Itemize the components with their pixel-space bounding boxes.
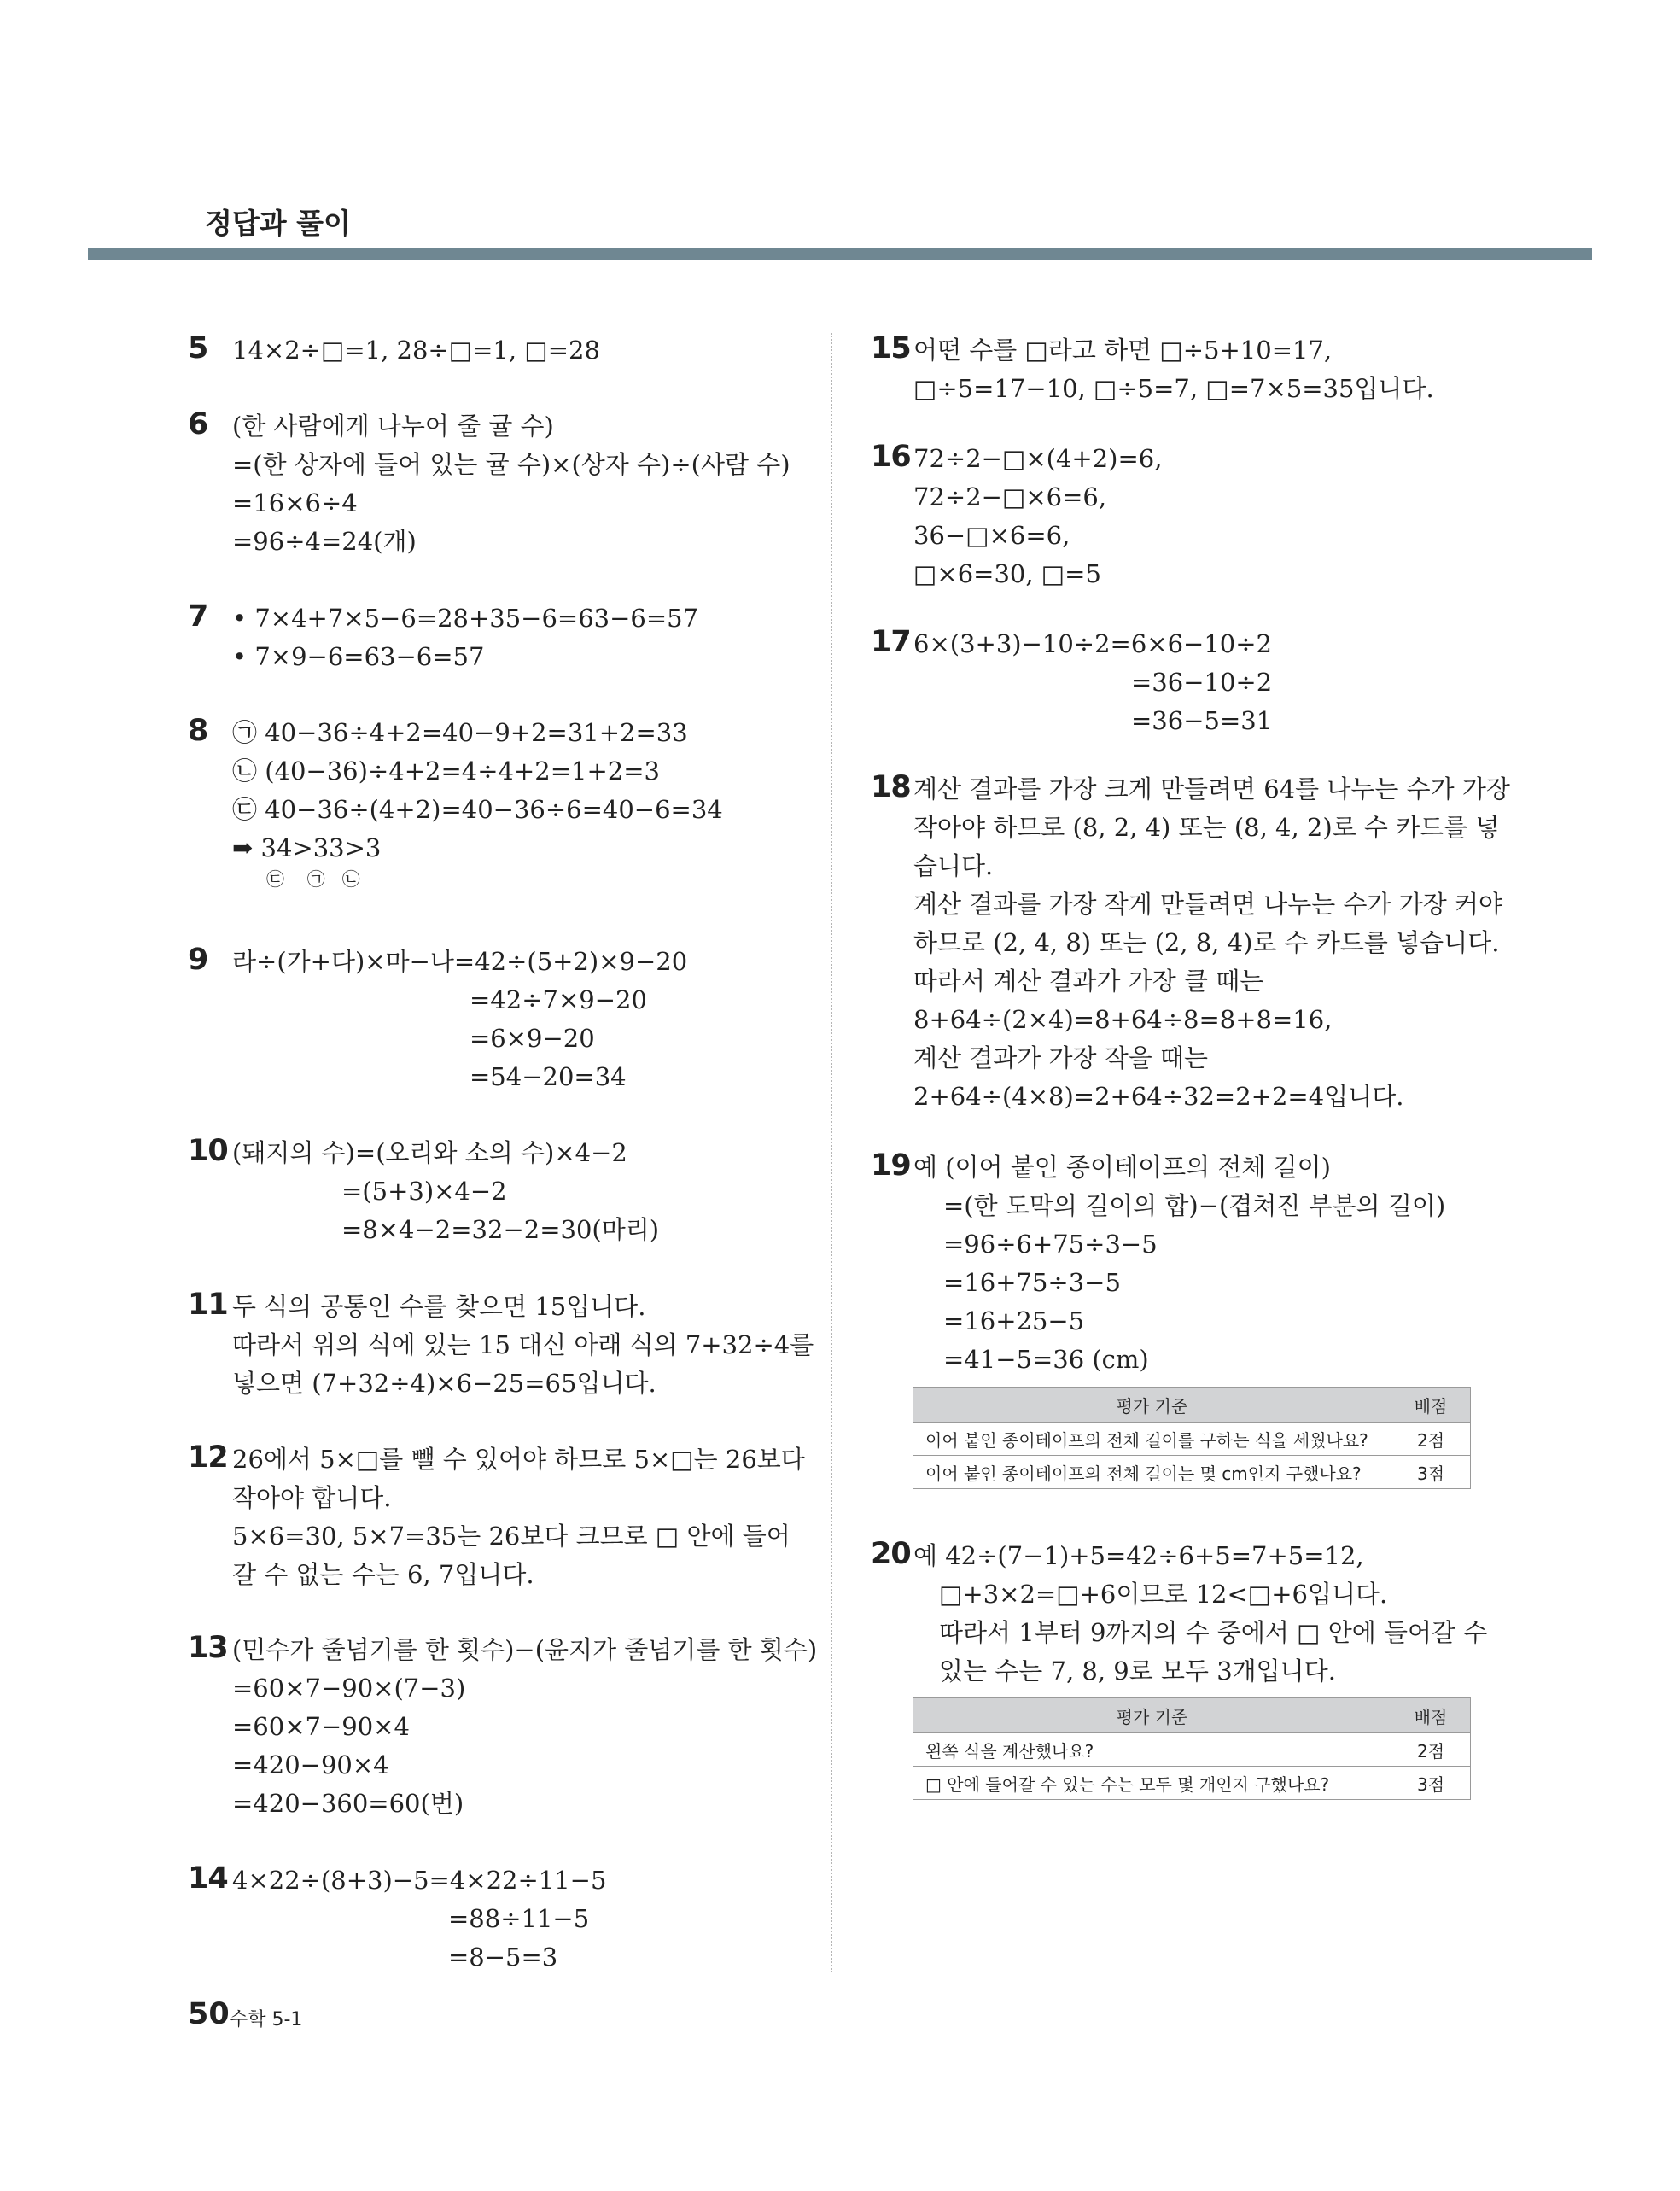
solution-line: 계산 결과를 가장 작게 만들려면 나누는 수가 가장 커야	[913, 890, 1503, 919]
solution-line: =6×9−20	[470, 1024, 595, 1053]
problem-number: 13	[188, 1631, 228, 1665]
problem-number: 11	[188, 1288, 228, 1322]
solution-line: (돼지의 수)=(오리와 소의 수)×4−2	[232, 1138, 627, 1167]
solution-line: =(5+3)×4−2	[341, 1177, 507, 1206]
solution-line: 5×6=30, 5×7=35는 26보다 크므로 □ 안에 들어	[232, 1522, 790, 1551]
solution-line: =420−90×4	[232, 1750, 389, 1779]
problem-number: 10	[188, 1134, 228, 1168]
solution-line: =54−20=34	[470, 1062, 627, 1091]
problem-number: 19	[871, 1148, 911, 1183]
solution-line: • 7×9−6=63−6=57	[232, 642, 485, 671]
problem-number: 15	[871, 331, 911, 365]
page-number: 50	[188, 1997, 230, 2031]
solution-line: =(한 도막의 길이의 합)−(겹쳐진 부분의 길이)	[943, 1191, 1446, 1220]
solution-line: 72÷2−□×6=6,	[913, 482, 1107, 511]
solution-line: 26에서 5×□를 뺄 수 있어야 하므로 5×□는 26보다	[232, 1445, 805, 1474]
criteria-score: 3점	[1391, 1456, 1471, 1489]
solution-line: ㉠ 40−36÷4+2=40−9+2=31+2=33	[232, 718, 688, 747]
comparison-marks: ㉢ ㉠ ㉡	[266, 869, 360, 890]
column-divider	[831, 333, 832, 1972]
solution-line: 계산 결과를 가장 크게 만들려면 64를 나누는 수가 가장	[913, 774, 1510, 803]
solution-line: 따라서 계산 결과가 가장 클 때는	[913, 967, 1264, 996]
solution-line: 따라서 1부터 9까지의 수 중에서 □ 안에 들어갈 수	[939, 1618, 1488, 1647]
solution-line: =96÷4=24(개)	[232, 527, 417, 556]
solution-line: 갈 수 없는 수는 6, 7입니다.	[232, 1560, 534, 1589]
score-header: 배점	[1391, 1698, 1471, 1733]
criteria-score: 3점	[1391, 1767, 1471, 1800]
grading-criteria-table-19	[913, 1387, 1471, 1489]
solution-line: =8×4−2=32−2=30(마리)	[341, 1215, 660, 1244]
grading-criteria-table-20	[913, 1697, 1471, 1800]
solution-line: =36−5=31	[1131, 706, 1273, 735]
solution-line: 6×(3+3)−10÷2=6×6−10÷2	[913, 629, 1272, 658]
solution-line: 어떤 수를 □라고 하면 □÷5+10=17,	[913, 336, 1333, 365]
book-title: 수학 5-1	[230, 2009, 303, 2030]
solution-line: 14×2÷□=1, 28÷□=1, □=28	[232, 336, 600, 365]
solution-line: 계산 결과가 가장 작을 때는	[913, 1043, 1209, 1072]
solution-line: 습니다.	[913, 851, 994, 880]
criteria-score: 2점	[1391, 1423, 1471, 1456]
criteria-item: 이어 붙인 종이테이프의 전체 길이는 몇 cm인지 구했나요?	[913, 1456, 1391, 1489]
solution-line: 예 42÷(7−1)+5=42÷6+5=7+5=12,	[913, 1541, 1364, 1570]
problem-number: 6	[188, 407, 208, 441]
solution-line: 넣으면 (7+32÷4)×6−25=65입니다.	[232, 1369, 656, 1398]
problem-number: 18	[871, 770, 911, 804]
solution-line: 있는 수는 7, 8, 9로 모두 3개입니다.	[939, 1656, 1336, 1686]
problem-number: 8	[188, 714, 208, 748]
solution-line: =60×7−90×(7−3)	[232, 1674, 466, 1703]
criteria-score: 2점	[1391, 1733, 1471, 1767]
solution-line: =420−360=60(번)	[232, 1789, 464, 1818]
solution-line: 하므로 (2, 4, 8) 또는 (2, 8, 4)로 수 카드를 넣습니다.	[913, 928, 1500, 957]
criteria-item: 왼쪽 식을 계산했나요?	[913, 1733, 1391, 1767]
problem-number: 16	[871, 440, 911, 474]
solution-line: =36−10÷2	[1131, 668, 1273, 697]
problem-number: 7	[188, 599, 208, 634]
criteria-header: 평가 기준	[913, 1698, 1391, 1733]
score-header: 배점	[1391, 1388, 1471, 1423]
solution-line: =16×6÷4	[232, 488, 358, 517]
problem-number: 12	[188, 1440, 228, 1475]
problem-number: 9	[188, 943, 208, 977]
problem-number: 14	[188, 1861, 228, 1896]
solution-line: =(한 상자에 들어 있는 귤 수)×(상자 수)÷(사람 수)	[232, 450, 790, 479]
solution-line: 72÷2−□×(4+2)=6,	[913, 444, 1163, 473]
solution-line: □×6=30, □=5	[913, 559, 1101, 588]
solution-line: 8+64÷(2×4)=8+64÷8=8+8=16,	[913, 1005, 1333, 1034]
solution-line: =41−5=36 (cm)	[943, 1345, 1149, 1374]
solution-line: ㉢ 40−36÷(4+2)=40−36÷6=40−6=34	[232, 795, 723, 824]
solution-line: =88÷11−5	[448, 1904, 590, 1933]
solution-line: 예 (이어 붙인 종이테이프의 전체 길이)	[913, 1153, 1331, 1182]
solution-line: =8−5=3	[448, 1943, 558, 1972]
solution-line: =16+75÷3−5	[943, 1268, 1121, 1297]
solution-line: □÷5=17−10, □÷5=7, □=7×5=35입니다.	[913, 374, 1434, 403]
solution-line: =96÷6+75÷3−5	[943, 1230, 1158, 1259]
comparison-line: ➡ 34>33>3	[232, 833, 382, 862]
criteria-item: 이어 붙인 종이테이프의 전체 길이를 구하는 식을 세웠나요?	[913, 1423, 1391, 1456]
solution-line: 작아야 하므로 (8, 2, 4) 또는 (8, 4, 2)로 수 카드를 넣	[913, 813, 1500, 842]
criteria-item: □ 안에 들어갈 수 있는 수는 모두 몇 개인지 구했나요?	[913, 1767, 1391, 1800]
solution-line: 4×22÷(8+3)−5=4×22÷11−5	[232, 1866, 607, 1895]
solution-line: (한 사람에게 나누어 줄 귤 수)	[232, 412, 554, 441]
header-bar	[88, 248, 1592, 260]
solution-line: =42÷7×9−20	[470, 985, 647, 1014]
solution-line: 36−□×6=6,	[913, 521, 1070, 550]
solution-line: 작아야 합니다.	[232, 1483, 392, 1512]
solution-line: • 7×4+7×5−6=28+35−6=63−6=57	[232, 604, 699, 633]
solution-line: =16+25−5	[943, 1306, 1085, 1335]
criteria-header: 평가 기준	[913, 1388, 1391, 1423]
problem-number: 20	[871, 1537, 911, 1571]
solution-line: =60×7−90×4	[232, 1712, 410, 1741]
solution-line: 두 식의 공통인 수를 찾으면 15입니다.	[232, 1292, 646, 1321]
solution-line: (민수가 줄넘기를 한 횟수)−(윤지가 줄넘기를 한 횟수)	[232, 1635, 818, 1664]
problem-number: 5	[188, 331, 208, 365]
problem-number: 17	[871, 625, 911, 659]
solution-line: 라÷(가+다)×마−나=42÷(5+2)×9−20	[232, 947, 688, 976]
solution-line: ㉡ (40−36)÷4+2=4÷4+2=1+2=3	[232, 757, 660, 786]
page-header-title: 정답과 풀이	[205, 207, 351, 240]
solution-line: □+3×2=□+6이므로 12<□+6입니다.	[939, 1580, 1388, 1609]
solution-line: 따라서 위의 식에 있는 15 대신 아래 식의 7+32÷4를	[232, 1330, 814, 1359]
solution-line: 2+64÷(4×8)=2+64÷32=2+2=4입니다.	[913, 1082, 1404, 1111]
